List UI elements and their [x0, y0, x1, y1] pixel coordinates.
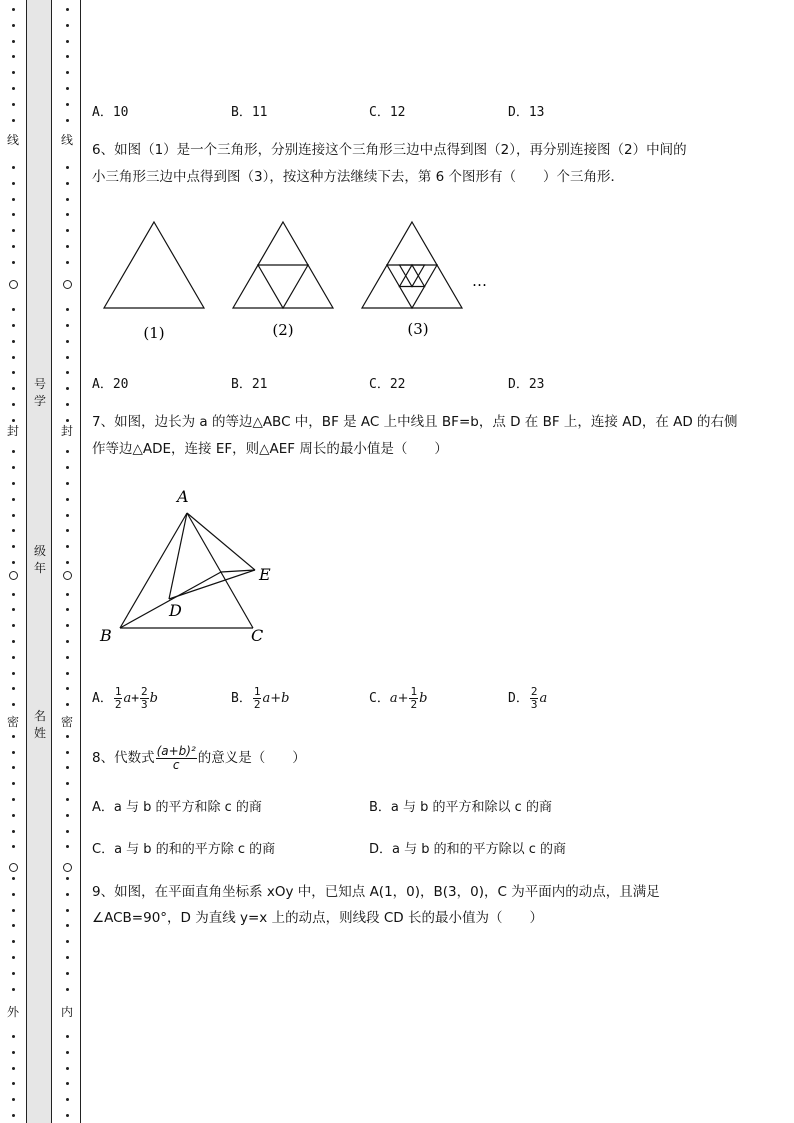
margin-dot: [66, 798, 69, 801]
margin-dot: [12, 703, 15, 706]
margin-dot: [12, 119, 15, 122]
margin-dot: [12, 561, 15, 564]
margin-dot: [66, 608, 69, 611]
margin-dot: [66, 845, 69, 848]
q7-option-d[interactable]: [508, 686, 547, 711]
q7-option-b[interactable]: [231, 686, 289, 711]
binding-hole-circle: [63, 863, 72, 872]
q8-text: [92, 744, 306, 772]
margin-dot: [12, 940, 15, 943]
margin-dot: [66, 166, 69, 169]
margin-dot: [12, 324, 15, 327]
fraction: [114, 686, 123, 711]
margin-dot: [66, 356, 69, 359]
fraction: [140, 686, 149, 711]
figure-ellipsis: …: [472, 272, 487, 290]
margin-dot: [12, 909, 15, 912]
figure-label-1: (1): [143, 324, 165, 342]
margin-dot: [66, 830, 69, 833]
q7-option-c-prefix: C．: [369, 691, 390, 706]
margin-dot: [66, 261, 69, 264]
margin-dot: [12, 1035, 15, 1038]
q7-figure: [92, 482, 302, 652]
margin-dot: [12, 261, 15, 264]
margin-dot: [66, 1114, 69, 1117]
binding-margin-outer: [0, 0, 26, 1123]
margin-dot: [12, 387, 15, 390]
fraction-numerator: 1: [253, 685, 261, 698]
margin-dot: [12, 466, 15, 469]
margin-dot: [66, 545, 69, 548]
margin-dot: [12, 55, 15, 58]
margin-dot: [12, 514, 15, 517]
margin-dot: [12, 529, 15, 532]
fraction-denominator: 2: [410, 698, 418, 711]
margin-dot: [12, 1051, 15, 1054]
fraction-numerator: 1: [114, 685, 122, 698]
margin-dot: [12, 656, 15, 659]
margin-dot: [12, 308, 15, 311]
field-student-number: [27, 376, 53, 410]
margin-dot: [12, 814, 15, 817]
margin-dot: [66, 213, 69, 216]
margin-dot: [12, 988, 15, 991]
q6-figure: [92, 210, 512, 350]
margin-dot: [12, 845, 15, 848]
margin-dot: [66, 119, 69, 122]
margin-dot: [66, 703, 69, 706]
q7-option-c[interactable]: [369, 686, 427, 711]
variable: a: [123, 691, 132, 706]
margin-dot: [66, 419, 69, 422]
q5-option-c[interactable]: C．12: [369, 105, 406, 120]
fraction-denominator: 2: [114, 698, 122, 711]
inner-label-nei: 内: [60, 1005, 73, 1019]
q9-text-line2: ∠ACB=90°，D 为直线 y=x 上的动点，则线段 CD 长的最小值为（ ）: [92, 910, 543, 926]
outer-label-wai: 外: [6, 1005, 19, 1019]
margin-dot: [66, 956, 69, 959]
margin-dot: [66, 672, 69, 675]
triangle-figure-3: [362, 222, 462, 308]
binding-hole-circle: [63, 280, 72, 289]
figure-label-2: (2): [272, 321, 294, 339]
margin-rule: [80, 0, 81, 1123]
segment-ad: [169, 513, 187, 599]
margin-dot: [12, 593, 15, 596]
margin-dot: [66, 245, 69, 248]
q8-tail: 的意义是（ ）: [197, 750, 306, 766]
margin-dot: [12, 766, 15, 769]
binding-hole-circle: [9, 863, 18, 872]
outer-label-mi: 密: [6, 715, 19, 729]
margin-dot: [12, 1082, 15, 1085]
triangle-figure-1: [104, 222, 204, 308]
margin-dot: [12, 624, 15, 627]
inner-label-mi: 密: [60, 715, 73, 729]
margin-dot: [12, 1098, 15, 1101]
margin-dot: [12, 924, 15, 927]
margin-dot: [66, 751, 69, 754]
fraction-numerator: 2: [530, 685, 538, 698]
q8-option-c[interactable]: C．a 与 b 的和的平方除 c 的商: [92, 842, 276, 857]
margin-dot: [66, 498, 69, 501]
margin-dot: [12, 782, 15, 785]
inner-label-xian: 线: [60, 133, 73, 147]
field-student-number-text: 号学: [33, 377, 46, 408]
margin-dot: [66, 782, 69, 785]
margin-dot: [12, 735, 15, 738]
field-grade: [27, 543, 53, 577]
binding-hole-circle: [9, 280, 18, 289]
margin-dot: [12, 229, 15, 232]
margin-dot: [66, 640, 69, 643]
margin-dot: [66, 87, 69, 90]
margin-dot: [12, 498, 15, 501]
margin-dot: [12, 687, 15, 690]
point-label-e: E: [259, 565, 271, 584]
margin-dot: [66, 924, 69, 927]
point-label-d: D: [169, 601, 182, 620]
margin-dot: [12, 956, 15, 959]
field-name-text: 名姓: [33, 709, 46, 740]
segment-ae: [187, 513, 255, 570]
margin-dot: [66, 909, 69, 912]
point-label-a: A: [177, 487, 189, 506]
margin-dot: [12, 972, 15, 975]
fraction: [253, 686, 262, 711]
margin-dot: [12, 340, 15, 343]
margin-dot: [12, 71, 15, 74]
q5-option-d[interactable]: D．13: [508, 105, 545, 120]
fraction: [530, 686, 539, 711]
margin-dot: [66, 229, 69, 232]
q5-option-a[interactable]: A．10: [92, 105, 129, 120]
margin-dot: [66, 71, 69, 74]
margin-dot: [66, 1098, 69, 1101]
margin-dot: [66, 624, 69, 627]
binding-hole-circle: [63, 571, 72, 580]
margin-dot: [66, 308, 69, 311]
margin-dot: [12, 103, 15, 106]
figure-label-3: (3): [407, 320, 429, 338]
q9-text-line1: 9、如图，在平面直角坐标系 xOy 中，已知点 A(1，0)，B(3，0)，C 为平面内的动点，且满足: [92, 884, 660, 900]
margin-dot: [66, 198, 69, 201]
point-label-c: C: [251, 626, 264, 645]
q6-option-b[interactable]: B．21: [231, 377, 268, 392]
margin-dot: [12, 798, 15, 801]
margin-dot: [12, 751, 15, 754]
margin-dot: [66, 988, 69, 991]
q8-option-d[interactable]: D．a 与 b 的和的平方除以 c 的商: [369, 842, 567, 857]
q7-option-a[interactable]: [92, 686, 158, 711]
margin-dot: [12, 893, 15, 896]
margin-dot: [12, 640, 15, 643]
plus-sign: +: [131, 691, 140, 706]
margin-dot: [66, 687, 69, 690]
margin-dot: [12, 830, 15, 833]
expression: a+b: [262, 691, 290, 706]
margin-dot: [12, 877, 15, 880]
binding-strip: [26, 0, 52, 1123]
margin-dot: [12, 1114, 15, 1117]
margin-dot: [66, 403, 69, 406]
margin-dot: [12, 245, 15, 248]
margin-dot: [12, 1067, 15, 1070]
fraction-denominator: 3: [141, 698, 148, 711]
q8-denominator: c: [172, 757, 180, 772]
margin-dot: [66, 55, 69, 58]
margin-dot: [66, 1035, 69, 1038]
margin-dot: [66, 593, 69, 596]
margin-dot: [66, 514, 69, 517]
margin-dot: [12, 213, 15, 216]
outer-dot-column: [0, 0, 26, 1123]
q7-option-a-prefix: A．: [92, 691, 113, 706]
margin-dot: [66, 814, 69, 817]
margin-dot: [66, 103, 69, 106]
q6-text-line2: 小三角形三边中点得到图（3），按这种方法继续下去，第 6 个图形有（ ）个三角形．: [92, 169, 625, 185]
margin-dot: [66, 766, 69, 769]
margin-dot: [66, 24, 69, 27]
margin-dot: [66, 940, 69, 943]
field-name: [27, 708, 53, 742]
outer-label-xian: 线: [6, 133, 19, 147]
binding-hole-circle: [9, 571, 18, 580]
q5-option-b[interactable]: B．11: [231, 105, 268, 120]
q7-option-d-prefix: D．: [508, 691, 529, 706]
margin-dot: [12, 24, 15, 27]
field-grade-text: 级年: [33, 544, 46, 575]
fraction-numerator: 1: [410, 685, 418, 698]
margin-dot: [66, 972, 69, 975]
margin-dot: [12, 482, 15, 485]
margin-dot: [66, 1051, 69, 1054]
margin-dot: [66, 482, 69, 485]
margin-dot: [12, 608, 15, 611]
fraction-denominator: 3: [530, 698, 538, 711]
margin-dot: [12, 40, 15, 43]
variable: b: [419, 691, 428, 706]
margin-dot: [66, 656, 69, 659]
q7-text-line1: 7、如图，边长为 a 的等边△ABC 中，BF 是 AC 上中线且 BF=b，点 D 在 BF 上，连接 AD，在 AD 的右侧: [92, 414, 738, 430]
margin-dot: [66, 893, 69, 896]
margin-dot: [12, 371, 15, 374]
q8-lead: 8、代数式: [92, 750, 155, 766]
margin-dot: [66, 1082, 69, 1085]
margin-dot: [12, 545, 15, 548]
fraction-denominator: 2: [253, 698, 261, 711]
margin-dot: [66, 387, 69, 390]
point-label-b: B: [100, 626, 112, 645]
fraction-numerator: 2: [141, 685, 148, 698]
q8-numerator: (a+b)²: [156, 743, 196, 758]
segment-de: [169, 570, 255, 599]
margin-dot: [12, 182, 15, 185]
fraction: [409, 686, 418, 711]
q6-text-line1: 6、如图（1）是一个三角形，分别连接这个三角形三边中点得到图（2），再分别连接图（2）中间的: [92, 142, 687, 158]
margin-dot: [66, 1067, 69, 1070]
margin-dot: [12, 198, 15, 201]
margin-dot: [66, 340, 69, 343]
margin-dot: [66, 324, 69, 327]
q6-option-c[interactable]: C．22: [369, 377, 406, 392]
margin-dot: [66, 466, 69, 469]
variable: b: [149, 691, 158, 706]
margin-dot: [66, 877, 69, 880]
margin-dot: [66, 371, 69, 374]
margin-dot: [12, 166, 15, 169]
margin-dot: [12, 450, 15, 453]
outer-label-feng: 封: [6, 424, 19, 438]
q8-fraction: [156, 745, 197, 772]
q7-option-b-prefix: B．: [231, 691, 252, 706]
margin-dot: [12, 356, 15, 359]
q8-option-a[interactable]: A．a 与 b 的平方和除 c 的商: [92, 800, 262, 815]
margin-dot: [66, 8, 69, 11]
margin-dot: [66, 561, 69, 564]
margin-dot: [12, 419, 15, 422]
triangle-figure-2: [233, 222, 333, 308]
q6-option-a[interactable]: A．20: [92, 377, 129, 392]
expression: a+: [389, 691, 409, 706]
binding-margin-inner: [54, 0, 80, 1123]
margin-dot: [66, 735, 69, 738]
margin-dot: [66, 529, 69, 532]
margin-dot: [66, 182, 69, 185]
margin-dot: [66, 450, 69, 453]
q8-option-b[interactable]: B．a 与 b 的平方和除以 c 的商: [369, 800, 552, 815]
margin-dot: [12, 672, 15, 675]
variable: a: [539, 691, 548, 706]
margin-dot: [12, 8, 15, 11]
margin-dot: [66, 40, 69, 43]
margin-dot: [12, 87, 15, 90]
q6-option-d[interactable]: D．23: [508, 377, 545, 392]
inner-label-feng: 封: [60, 424, 73, 438]
margin-dot: [12, 403, 15, 406]
q7-text-line2: 作等边△ADE，连接 EF，则△AEF 周长的最小值是（ ）: [92, 441, 448, 457]
inner-dot-column: [54, 0, 80, 1123]
